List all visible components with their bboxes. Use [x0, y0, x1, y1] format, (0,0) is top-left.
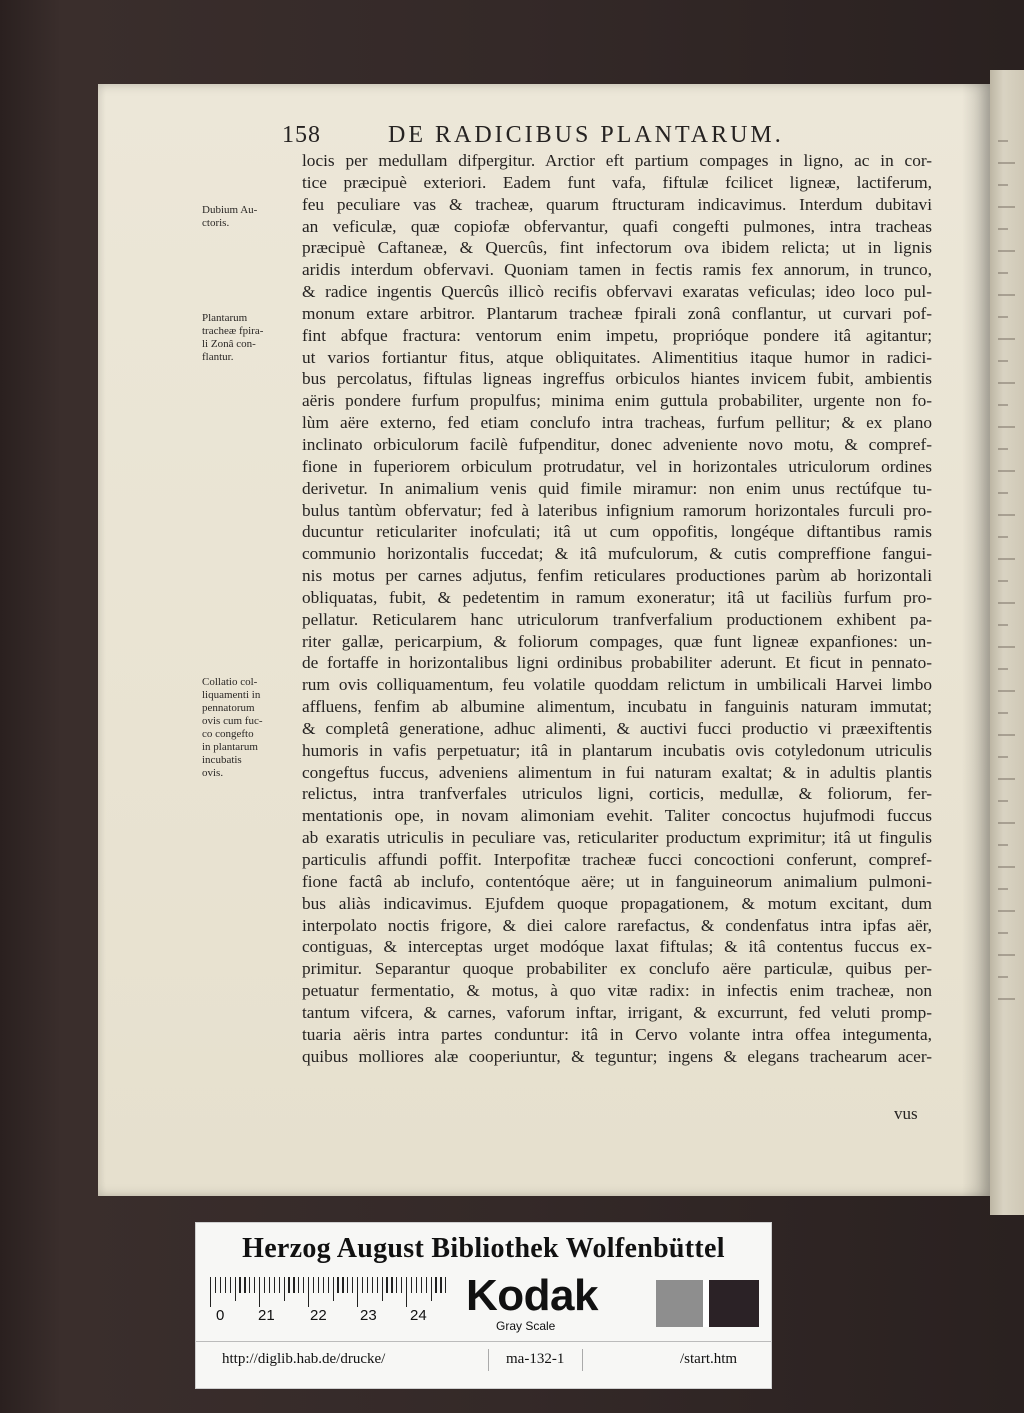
ruler-tick [391, 1277, 392, 1293]
facing-page-ghost-line [998, 470, 1015, 472]
text-line: tice præcipuè exteriori. Eadem funt vafa, fiftulæ fcilicet ligneæ, lactiferum, [302, 172, 932, 192]
ruler-tick [401, 1277, 402, 1293]
gray-scale-label: Gray Scale [496, 1319, 556, 1333]
text-line: rum ovis colliquamentum, feu volatile quoddam relictum in umbilicali Harvei limbo [302, 675, 932, 695]
text-line: nis motus per carnes adjutus, fenfim reticulares productiones parùm ab horizontali [302, 566, 932, 586]
facing-page-ghost-line [998, 712, 1008, 714]
text-line: an veficulæ, quæ copiofæ obfervantur, quafi congefti pulmones, intra tracheas [302, 216, 932, 236]
ruler-number: 22 [310, 1307, 327, 1324]
margin-note-line: Plantarum [202, 312, 248, 324]
facing-page-ghost-line [998, 272, 1008, 274]
text-line: tantum vifcera, & carnes, vaforum inftar, irrigant, & excurrunt, fed veluti promp- [302, 1002, 932, 1022]
margin-note-line: ctoris. [202, 217, 230, 229]
facing-page-ghost-line [998, 514, 1015, 516]
text-line: bulus tantùm obfervatur; fed à lateribus infignium ramorum horizontales furculi pro- [302, 500, 932, 520]
facing-page-ghost-line [998, 646, 1015, 648]
text-line: contiguas, & interceptas urget modóque laxat fiftulas; & itâ contentus fuccus ex- [302, 937, 932, 957]
ruler-tick [377, 1277, 378, 1293]
facing-page-ghost-line [998, 404, 1008, 406]
facing-page-ghost-line [998, 228, 1008, 230]
ruler-tick [284, 1277, 285, 1301]
margin-note-line: ovis cum fuc- [202, 715, 263, 727]
body-text [302, 150, 932, 1067]
ruler-tick [288, 1277, 289, 1293]
ruler-tick [416, 1277, 417, 1293]
ruler-tick [279, 1277, 280, 1293]
facing-page-ghost-line [998, 602, 1015, 604]
gray-patch-mid [656, 1280, 703, 1327]
ruler-tick [396, 1277, 397, 1293]
ruler-tick [318, 1277, 319, 1293]
start-link[interactable]: /start.htm [680, 1351, 738, 1367]
kodak-logo: Kodak [466, 1271, 598, 1320]
text-line: ab exaratis utriculis in peculiare vas, reticulariter productum exprimitur; itâ ut fingulis [302, 828, 932, 848]
facing-page-ghost-line [998, 338, 1015, 340]
ruler-tick [342, 1277, 343, 1293]
facing-page-ghost-line [998, 910, 1015, 912]
ruler-tick [328, 1277, 329, 1293]
gutter-shadow [962, 84, 990, 1196]
facing-page-ghost-line [998, 426, 1015, 428]
text-line: humoris in vafis perpetuatur; itâ in plantarum incubatis ovis cotyledonum utriculis [302, 740, 932, 760]
facing-page-ghost-line [998, 690, 1015, 692]
facing-page-ghost-line [998, 162, 1015, 164]
facing-page-ghost-line [998, 316, 1008, 318]
text-line: quibus molliores alæ cooperiuntur, & teguntur; ingens & elegans trachearum acer- [302, 1046, 932, 1066]
margin-note-dubium [202, 204, 298, 230]
ruler-tick [386, 1277, 387, 1293]
facing-page-ghost-line [998, 800, 1008, 802]
facing-page-ghost-line [998, 294, 1015, 296]
facing-page-ghost-line [998, 492, 1008, 494]
facing-page-edge [990, 70, 1024, 1215]
facing-page-ghost-line [998, 448, 1008, 450]
text-line: tuaria aëris intra partes conduntur: itâ in Cervo volante intra offea integumenta, [302, 1024, 932, 1044]
margin-note-line: tracheæ fpira- [202, 325, 264, 337]
ruler-number: 24 [410, 1307, 427, 1324]
running-title: DE RADICIBUS PLANTARUM. [388, 122, 784, 148]
shelfmark: ma-132-1 [506, 1351, 565, 1367]
facing-page-ghost-line [998, 822, 1015, 824]
text-line: pellatur. Reticularem hanc utriculorum tranfverfalium productionem exhibent pa- [302, 609, 932, 629]
margin-note-line: incubatis [202, 754, 242, 766]
facing-page-ghost-line [998, 140, 1008, 142]
text-line: inclinato orbiculorum facilè fufpenditur, donec adveniente novo motu, & compref- [302, 434, 932, 454]
ruler-tick [431, 1277, 432, 1301]
ruler-tick [293, 1277, 294, 1293]
facing-page-ghost-line [998, 778, 1015, 780]
margin-note-collatio [202, 676, 298, 780]
facing-page-ghost-line [998, 360, 1008, 362]
facing-page-ghost-line [998, 382, 1015, 384]
ruler-tick [435, 1277, 436, 1293]
gray-patches [656, 1280, 759, 1327]
margin-note-line: Dubium Au- [202, 204, 258, 216]
color-target-card [195, 1222, 772, 1389]
ruler-tick [254, 1277, 255, 1293]
ruler-tick [440, 1277, 441, 1293]
ruler-tick [347, 1277, 348, 1293]
facing-page-ghost-line [998, 998, 1015, 1000]
text-line: primitur. Separantur quoque probabiliter ex conclufo aëre particulæ, quibus per- [302, 959, 932, 979]
margin-note-line: li Zonâ con- [202, 338, 256, 350]
ruler-tick [426, 1277, 427, 1293]
text-line: & completâ generatione, adhuc alimenti, & auctivi fucci productio vi præexiftentis [302, 718, 932, 738]
text-line: fione factâ ab inclufo, contentóque aëre; ut in fanguineorum animalium pulmoni- [302, 871, 932, 891]
digital-library-url[interactable]: http://diglib.hab.de/drucke/ [222, 1351, 386, 1367]
ruler-tick [244, 1277, 245, 1293]
margin-note-line: co congefto [202, 728, 254, 740]
ruler-tick [352, 1277, 353, 1293]
text-line: aridis interdum obfervavi. Quoniam tamen in fectis ramis fex annorum, in trunco, [302, 260, 932, 280]
ruler-tick [220, 1277, 221, 1293]
library-name: Herzog August Bibliothek Wolfenbüttel [242, 1233, 725, 1264]
ruler-tick [337, 1277, 338, 1293]
text-line: ducuntur reticulariter inofculati; itâ ut cum oppofitis, longéque diftantibus ramis [302, 522, 932, 542]
facing-page-ghost-line [998, 866, 1015, 868]
ruler-tick [445, 1277, 446, 1293]
facing-page-ghost-line [998, 184, 1008, 186]
ruler-tick [298, 1277, 299, 1293]
ruler-number: 0 [216, 1307, 225, 1324]
catchword: vus [894, 1104, 918, 1123]
ruler-tick [210, 1277, 211, 1307]
text-line: bus percolatus, fiftulas ligneas ingreffus orbiculos hiantes invicem fubit, ambientis [302, 369, 932, 389]
text-line: bus aliàs indicavimus. Ejufdem quoque propagationem, & motum excitant, dum [302, 893, 932, 913]
facing-page-ghost-line [998, 954, 1015, 956]
text-line: de fortaffe in horizontalibus ligni ordinibus probabiliter aderunt. Et ficut in pennato- [302, 653, 932, 673]
text-line: lùm aëre externo, fed etiam conclufo intra tracheas, furfum pellitur; & ex plano [302, 413, 932, 433]
ruler-tick [357, 1277, 358, 1307]
ruler-tick [333, 1277, 334, 1301]
ruler-tick [313, 1277, 314, 1293]
text-line: fione in fuperiorem orbiculum protrudatur, vel in horizontales utriculorum ordines [302, 456, 932, 476]
facing-page-ghost-line [998, 206, 1015, 208]
text-line: derivetur. In animalium venis quid fimile miramur: non enim unus rectúfque tu- [302, 478, 932, 498]
ruler-tick [239, 1277, 240, 1293]
text-line: interpolato noctis frigore, & diei calore rarefactus, & condenfatus intra ipfas aër, [302, 915, 932, 935]
ruler-numbers [210, 1307, 450, 1327]
margin-note-line: pennatorum [202, 702, 255, 714]
facing-page-ghost-line [998, 888, 1008, 890]
text-line: communio horizontalis fuccedat; & itâ mufculorum, & cutis compreffione fangui- [302, 544, 932, 564]
ruler-tick [230, 1277, 231, 1293]
url-row [196, 1341, 771, 1377]
ruler-tick [367, 1277, 368, 1293]
margin-note-line: in plantarum [202, 741, 258, 753]
text-line: obliquatas, fubit, & pedetentim in ramum exoneratur; itâ ut faciliùs furfum pro- [302, 587, 932, 607]
ruler-tick [411, 1277, 412, 1293]
text-line: feu peculiare vas & tracheæ, quarum ftructuram indicavimus. Interdum dubitavi [302, 194, 932, 214]
ruler-number: 21 [258, 1307, 275, 1324]
margin-note-line: Collatio col- [202, 676, 258, 688]
margin-note-line: liquamenti in [202, 689, 261, 701]
facing-page-ghost-line [998, 536, 1008, 538]
ruler-tick [308, 1277, 309, 1307]
text-line: petuatur fermentatio, & motus, à quo vitæ radix: in infectis enim tracheæ, non [302, 981, 932, 1001]
facing-page-ghost-line [998, 734, 1015, 736]
gray-patch-black [709, 1280, 759, 1327]
ruler-tick [249, 1277, 250, 1293]
text-line: mentationis ope, in novam alimoniam evehit. Taliter concoctus hujufmodi fuccus [302, 806, 932, 826]
margin-note-line: flantur. [202, 351, 234, 363]
text-line: affluens, fenfim ab albumine alimentum, incubatu in fanguinis naturam immutat; [302, 697, 932, 717]
margin-note-tracheae [202, 312, 298, 364]
ruler-tick [372, 1277, 373, 1293]
ruler-tick [215, 1277, 216, 1293]
ruler-tick [269, 1277, 270, 1293]
ruler-number: 23 [360, 1307, 377, 1324]
ruler-tick [323, 1277, 324, 1293]
ruler-tick [303, 1277, 304, 1293]
facing-page-ghost-line [998, 844, 1008, 846]
text-line: particulis affundi poffit. Interpofitæ tracheæ fucci concoctioni conferunt, compref- [302, 850, 932, 869]
text-line: & radice ingentis Quercûs illicò recifis obfervavi exaratas veficulas; ideo loco pul- [302, 282, 932, 302]
page-number: 158 [282, 122, 321, 148]
facing-page-ghost-line [998, 976, 1008, 978]
ruler-tick [362, 1277, 363, 1293]
facing-page-ghost-line [998, 624, 1008, 626]
text-line: præcipuè Caftaneæ, & Quercûs, fint infectorum ova ibidem relicta; ut in lignis [302, 238, 932, 258]
facing-page-ghost-line [998, 250, 1015, 252]
facing-page-ghost-line [998, 558, 1015, 560]
margin-note-line: ovis. [202, 767, 224, 779]
ruler-tick [264, 1277, 265, 1293]
text-line: ut varios fortiantur fitus, atque obliquitates. Alimentitius itaque humor in radici- [302, 347, 932, 367]
text-line: fint abfque fractura: ventorum enim impetu, proprióque pondere itâ agitantur; [302, 325, 932, 345]
ruler-tick [274, 1277, 275, 1293]
book-page [98, 84, 990, 1196]
text-line: locis per medullam difpergitur. Arctior eft partium compages in ligno, ac in cor- [302, 151, 932, 170]
ruler-tick [259, 1277, 260, 1307]
text-line: riter gallæ, pericarpium, & foliorum compages, quæ funt ligneæ expanfiones: un- [302, 631, 932, 651]
ruler-tick [235, 1277, 236, 1301]
text-line: aëris pondere furfum propulfus; minima enim guttula probabiliter, urgente non fo- [302, 391, 932, 411]
text-line: congeftus fuccus, adveniens alimentum in fui naturam exaltat; & in adultis plantis [302, 762, 932, 782]
ruler-tick [225, 1277, 226, 1293]
text-line: monum extare arbitror. Plantarum tracheæ fpirali zonâ conflantur, ut curvari pof- [302, 303, 932, 323]
ruler-tick [421, 1277, 422, 1293]
facing-page-ghost-line [998, 580, 1008, 582]
facing-page-ghost-line [998, 668, 1008, 670]
text-line: relictus, intra tranfverfales utriculos ligni, corticis, medullæ, & foliorum, fer- [302, 784, 932, 804]
facing-page-ghost-line [998, 932, 1008, 934]
ruler-tick [406, 1277, 407, 1307]
ruler-tick [382, 1277, 383, 1301]
facing-page-ghost-line [998, 756, 1008, 758]
